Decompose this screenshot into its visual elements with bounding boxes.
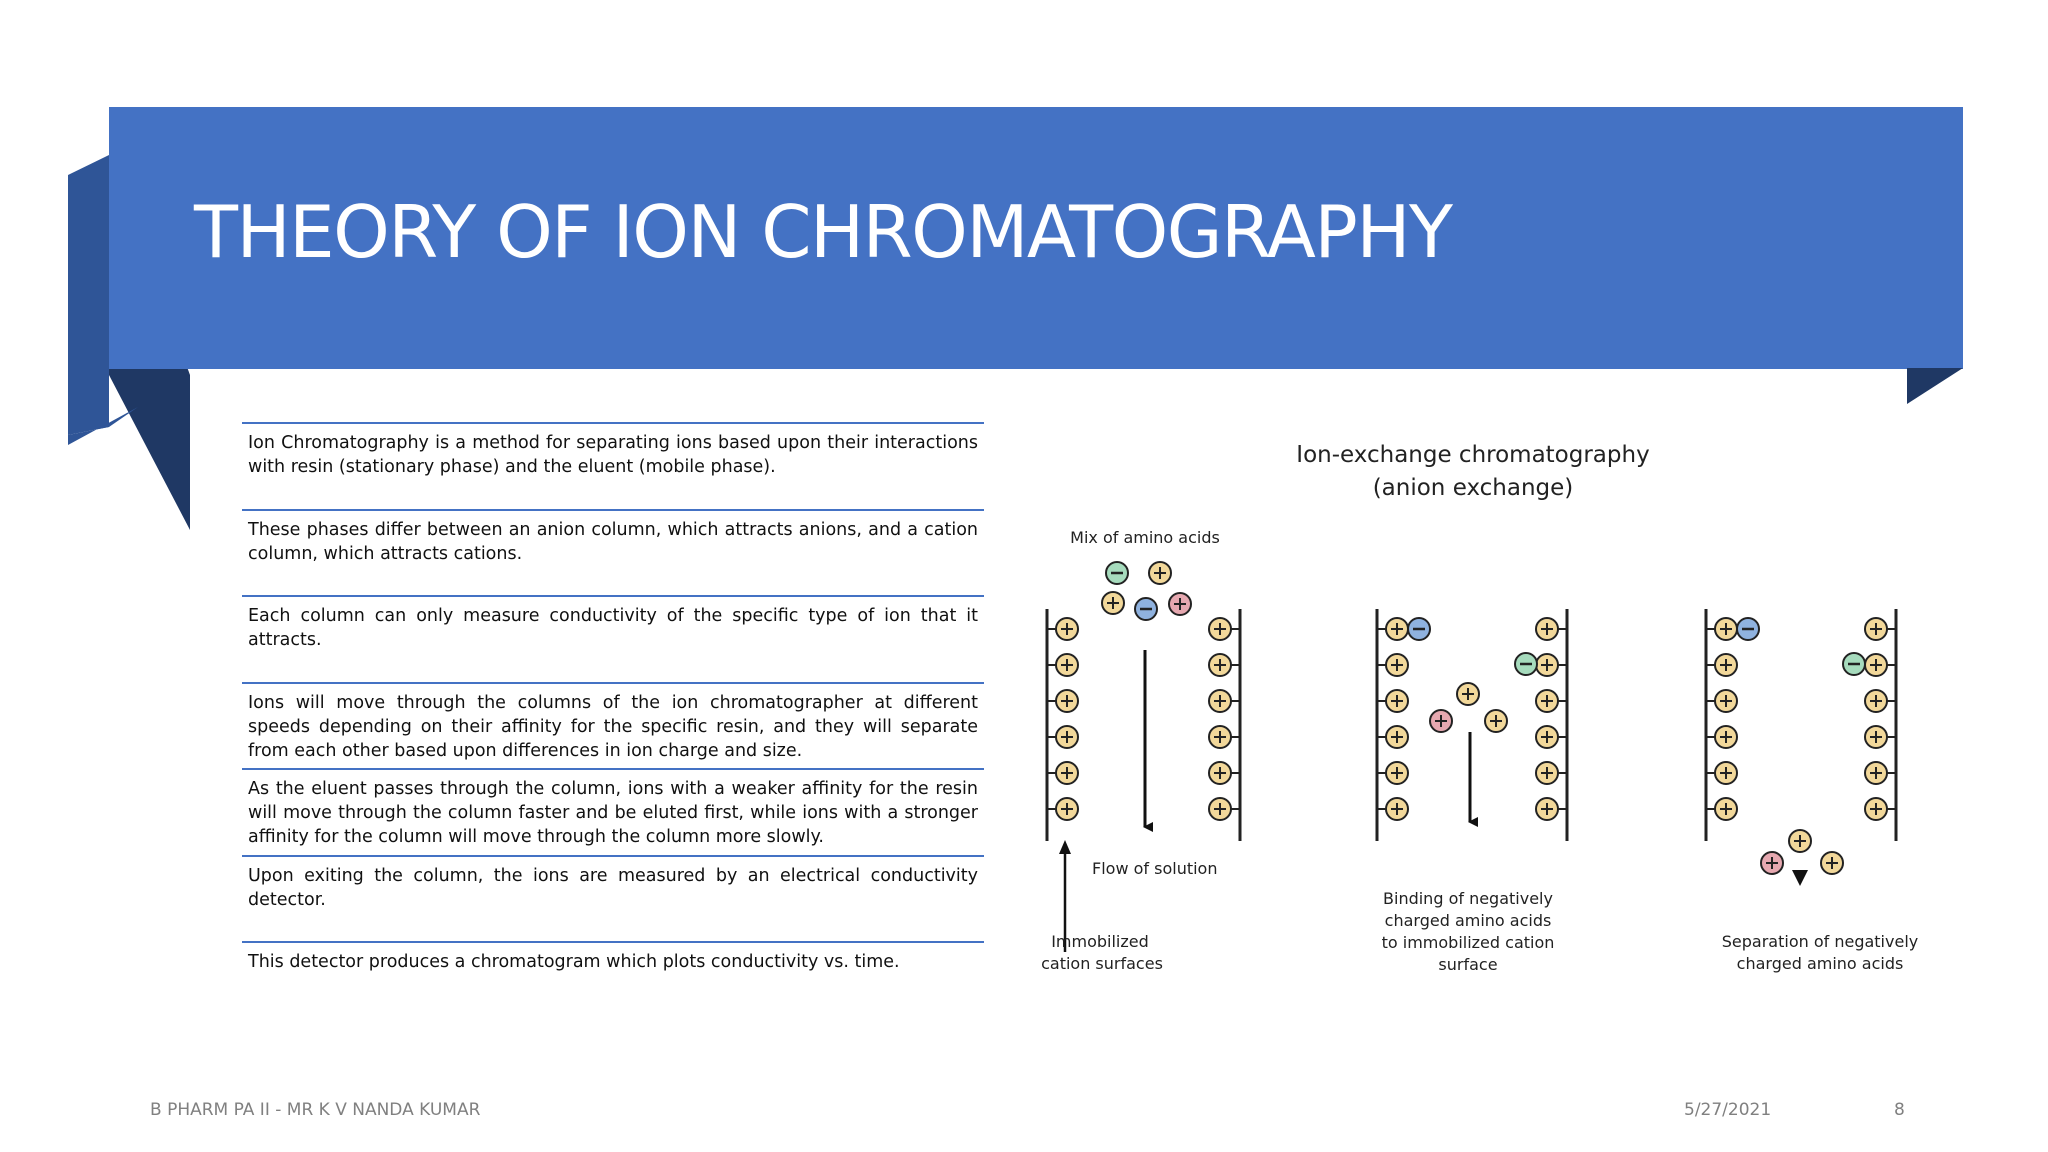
cation-bead: [1056, 654, 1078, 676]
cation-bead: [1386, 690, 1408, 712]
cation-bead: [1386, 618, 1408, 640]
cation-bead: [1715, 618, 1737, 640]
amino-acid-bead: [1485, 710, 1507, 732]
cation-bead: [1056, 618, 1078, 640]
resin-column: [1706, 609, 1737, 841]
list-item: As the eluent passes through the column, ions with a weaker affinity for the resin will move through the column faster and be eluted first, while ions with a stronger affinity for the column will move through the column more slowly.: [242, 768, 984, 855]
cation-bead: [1209, 618, 1231, 640]
amino-acid-bead: [1149, 562, 1171, 584]
cation-bead: [1536, 726, 1558, 748]
resin-column: [1209, 609, 1240, 841]
page-title: THEORY OF ION CHROMATOGRAPHY: [194, 190, 1452, 274]
amino-acid-bead-pink: [1430, 710, 1452, 732]
eluted-bead: [1821, 852, 1843, 874]
figure-title-line1: Ion-exchange chromatography: [1296, 442, 1650, 468]
list-item: This detector produces a chromatogram which plots conductivity vs. time.: [242, 941, 984, 1028]
cation-bead: [1056, 690, 1078, 712]
bound-anion-green: [1515, 653, 1537, 675]
panel-binding: [1377, 609, 1567, 841]
binding-label-line1: Binding of negatively: [1383, 889, 1553, 908]
bound-anion-blue: [1737, 618, 1759, 640]
cation-bead: [1209, 690, 1231, 712]
cation-bead: [1865, 654, 1887, 676]
cation-bead: [1209, 654, 1231, 676]
cation-bead: [1865, 618, 1887, 640]
mix-label: Mix of amino acids: [1070, 528, 1220, 547]
amino-acid-bead: [1102, 592, 1124, 614]
cation-bead: [1386, 798, 1408, 820]
list-item: Each column can only measure conductivity of the specific type of ion that it attracts.: [242, 595, 984, 682]
cation-bead: [1865, 726, 1887, 748]
cation-bead: [1386, 762, 1408, 784]
cation-bead: [1209, 726, 1231, 748]
cation-bead: [1209, 798, 1231, 820]
cation-bead: [1865, 762, 1887, 784]
cation-bead: [1536, 654, 1558, 676]
ion-exchange-figure: [1030, 432, 1920, 992]
ribbon-fold-right: [1907, 368, 1963, 404]
cation-bead: [1536, 618, 1558, 640]
flow-label: Flow of solution: [1092, 859, 1218, 878]
up-arrow-head: [1059, 840, 1071, 854]
immobilized-label-line2: cation surfaces: [1041, 954, 1163, 973]
binding-label-line2: charged amino acids: [1384, 911, 1552, 930]
cation-bead: [1715, 690, 1737, 712]
resin-column: [1047, 609, 1078, 841]
cation-bead: [1865, 690, 1887, 712]
anion-bead-green: [1106, 562, 1128, 584]
cation-bead: [1536, 762, 1558, 784]
cation-bead: [1056, 762, 1078, 784]
eluted-bead: [1789, 830, 1811, 852]
footer-author: B PHARM PA II - MR K V NANDA KUMAR: [150, 1100, 481, 1120]
cation-bead: [1715, 654, 1737, 676]
cation-bead: [1715, 726, 1737, 748]
cation-bead: [1056, 726, 1078, 748]
cation-bead: [1536, 798, 1558, 820]
list-item: Ions will move through the columns of the ion chromatographer at different speeds depending on their affinity for the specific resin, and they will separate from each other based upon differences in ion charge and size.: [242, 682, 984, 769]
immobilized-label-line1: Immobilized: [1051, 932, 1149, 951]
separation-arrow-head: [1792, 870, 1808, 886]
cation-bead: [1715, 798, 1737, 820]
list-item: Ion Chromatography is a method for separating ions based upon their interactions with resin (stationary phase) and the eluent (mobile phase).: [242, 422, 984, 509]
cation-bead: [1536, 690, 1558, 712]
cation-bead: [1209, 762, 1231, 784]
anion-bead-blue: [1135, 598, 1157, 620]
amino-acid-bead-pink: [1169, 593, 1191, 615]
cation-bead: [1386, 726, 1408, 748]
cation-bead: [1056, 798, 1078, 820]
figure-title-line2: (anion exchange): [1372, 475, 1574, 501]
separation-label-line1: Separation of negatively: [1721, 932, 1919, 951]
resin-column: [1865, 609, 1896, 841]
resin-column: [1377, 609, 1408, 841]
binding-label-line3: to immobilized cation: [1381, 933, 1555, 952]
bound-anion-blue: [1408, 618, 1430, 640]
cation-bead: [1386, 654, 1408, 676]
binding-label-line4: surface: [1438, 955, 1498, 974]
bound-anion-green: [1843, 653, 1865, 675]
panel-separation: [1706, 609, 1896, 874]
eluted-bead-pink: [1761, 852, 1783, 874]
content-list: [242, 422, 984, 1028]
footer-date: 5/27/2021: [1684, 1100, 1772, 1120]
list-item: These phases differ between an anion column, which attracts anions, and a cation column, which attracts cations.: [242, 509, 984, 596]
cation-bead: [1715, 762, 1737, 784]
amino-acid-bead: [1457, 683, 1479, 705]
cation-bead: [1865, 798, 1887, 820]
list-item: Upon exiting the column, the ions are measured by an electrical conductivity detector.: [242, 855, 984, 942]
separation-label-line2: charged amino acids: [1736, 954, 1904, 973]
resin-column: [1536, 609, 1567, 841]
footer-page-number: 8: [1894, 1100, 1905, 1120]
